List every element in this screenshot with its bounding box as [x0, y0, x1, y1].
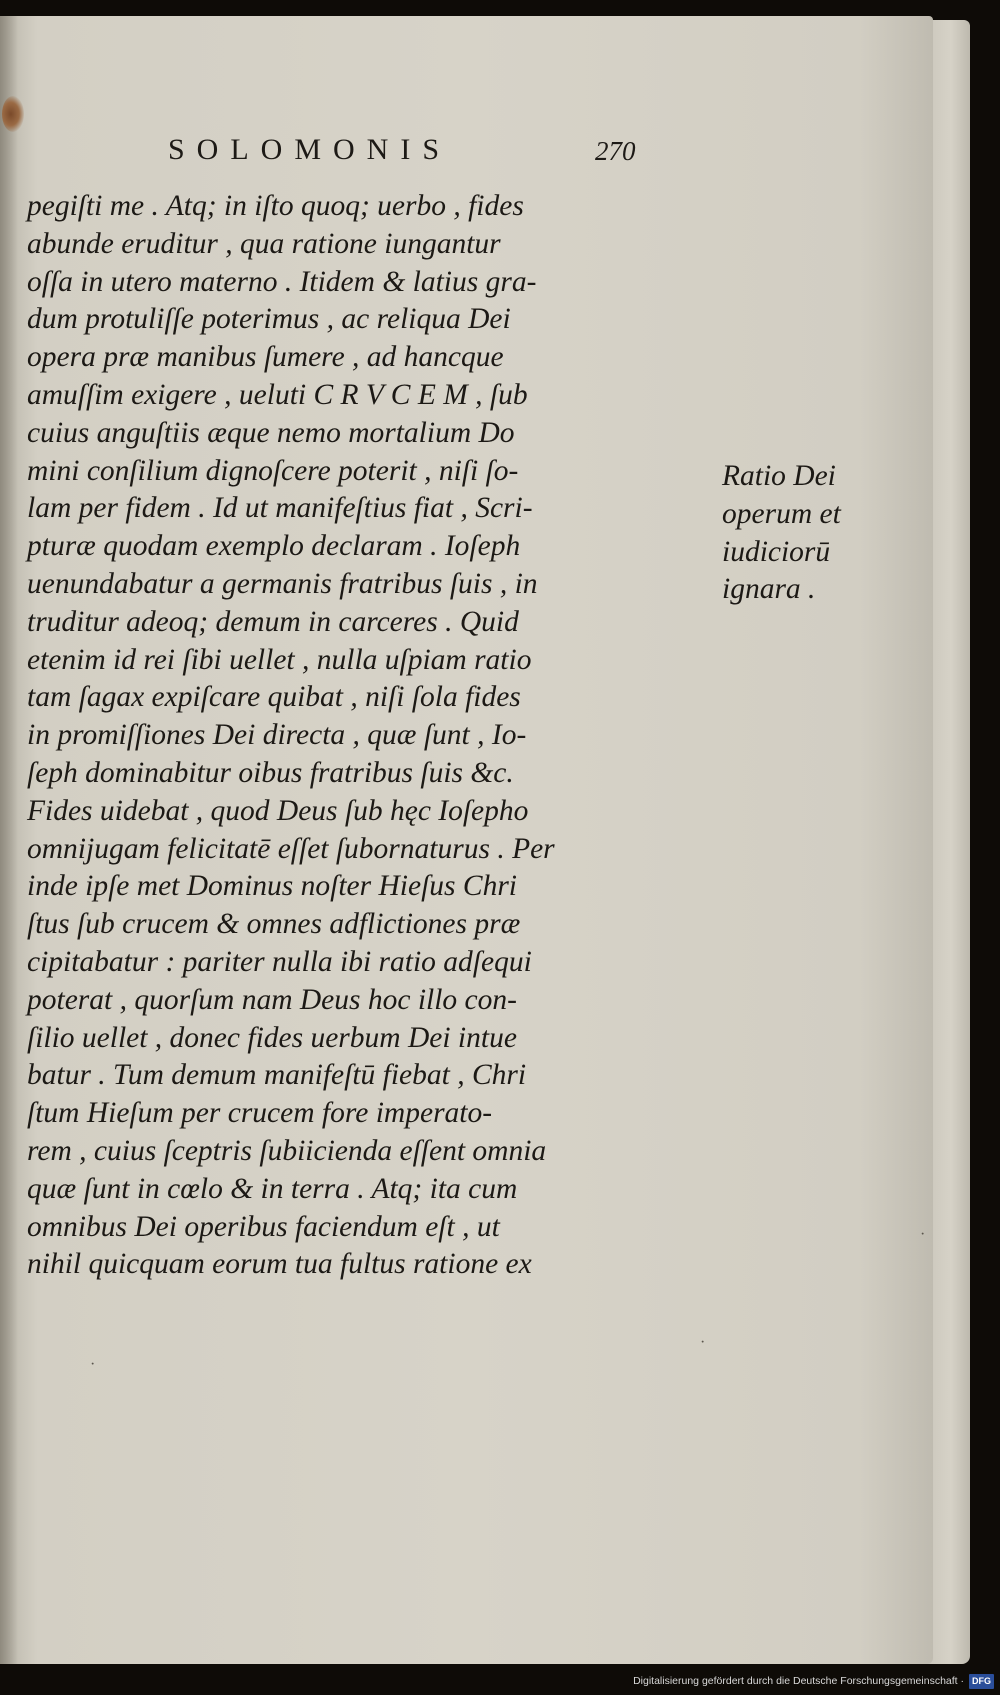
page-number: 270: [595, 136, 636, 166]
text-line: omnijugam felicitatē eſſet ſubornaturus . Per: [27, 832, 555, 865]
running-head: SOLOMONIS: [168, 133, 452, 166]
stray-mark: ·: [700, 1334, 706, 1351]
paper-stain: [2, 96, 24, 132]
text-line: poterat , quorſum nam Deus hoc illo con-: [27, 983, 517, 1016]
marginal-note-line: Ratio Dei: [722, 460, 836, 492]
text-line: ſtum Hieſum per crucem fore imperato-: [27, 1097, 493, 1130]
text-line: pturæ quodam exemplo declaram . Ioſeph: [27, 530, 521, 563]
stray-mark: ·: [90, 1356, 96, 1373]
body-text: [27, 188, 727, 1284]
text-line: dum protuliſſe poterimus , ac reliqua Dei: [27, 303, 511, 336]
text-line: lam per fidem . Id ut manifeſtius fiat , Scri-: [27, 492, 533, 525]
text-line: rem , cuius ſceptris ſubiicienda eſſent omnia: [27, 1134, 547, 1167]
text-line: batur . Tum demum manifeſtū fiebat , Chri: [27, 1059, 527, 1092]
text-line: cipitabatur : pariter nulla ibi ratio adſequi: [27, 945, 532, 978]
digitization-footer: [633, 1671, 994, 1691]
text-line: truditur adeoq; demum in carceres . Quid: [27, 605, 519, 638]
funding-credit: Digitalisierung gefördert durch die Deutsche Forschungsgemeinschaft ·: [633, 1675, 964, 1687]
text-line: ſilio uellet , donec fides uerbum Dei intue: [27, 1021, 517, 1054]
marginal-note-line: iudiciorū: [722, 535, 831, 568]
text-line: quæ ſunt in cœlo & in terra . Atq; ita cum: [27, 1172, 518, 1205]
text-line: omnibus Dei operibus faciendum eſt , ut: [27, 1210, 500, 1243]
marginal-note-line: ignara .: [722, 573, 816, 606]
book-page: [0, 16, 933, 1664]
text-line: oſſa in utero materno . Itidem & latius gra-: [27, 265, 537, 298]
text-line: etenim id rei ſibi uellet , nulla uſpiam ratio: [27, 643, 532, 676]
text-line: ſtus ſub crucem & omnes adflictiones præ: [27, 908, 521, 941]
text-line: amuſſim exigere , ueluti C R V C E M , ſub: [27, 378, 528, 411]
text-line: ſeph dominabitur oibus fratribus ſuis &c.: [27, 756, 514, 789]
marginal-note-line: operum et: [722, 497, 841, 530]
text-line: tam ſagax expiſcare quibat , niſi ſola fides: [27, 681, 521, 714]
text-line: uenundabatur a germanis fratribus ſuis , in: [27, 567, 538, 600]
text-line: in promiſſiones Dei directa , quæ ſunt , Io-: [27, 719, 527, 752]
text-line: Fides uidebat , quod Deus ſub hęc Ioſepho: [27, 794, 529, 827]
stray-mark: ·: [920, 1226, 926, 1243]
text-line: nihil quicquam eorum tua fultus ratione ex: [27, 1248, 532, 1281]
dfg-logo-icon: DFG: [969, 1674, 994, 1689]
text-line: mini conſilium dignoſcere poterit , niſi ſo-: [27, 454, 519, 487]
text-line: abunde eruditur , qua ratione iungantur: [27, 227, 501, 260]
text-line: cuius anguſtiis æque nemo mortalium Do: [27, 416, 515, 449]
marginal-note: [722, 458, 841, 609]
text-line: pegiſti me . Atq; in iſto quoq; uerbo , fides: [27, 190, 524, 222]
text-line: inde ipſe met Dominus noſter Hieſus Chri: [27, 870, 517, 903]
text-line: opera præ manibus ſumere , ad hancque: [27, 341, 504, 374]
